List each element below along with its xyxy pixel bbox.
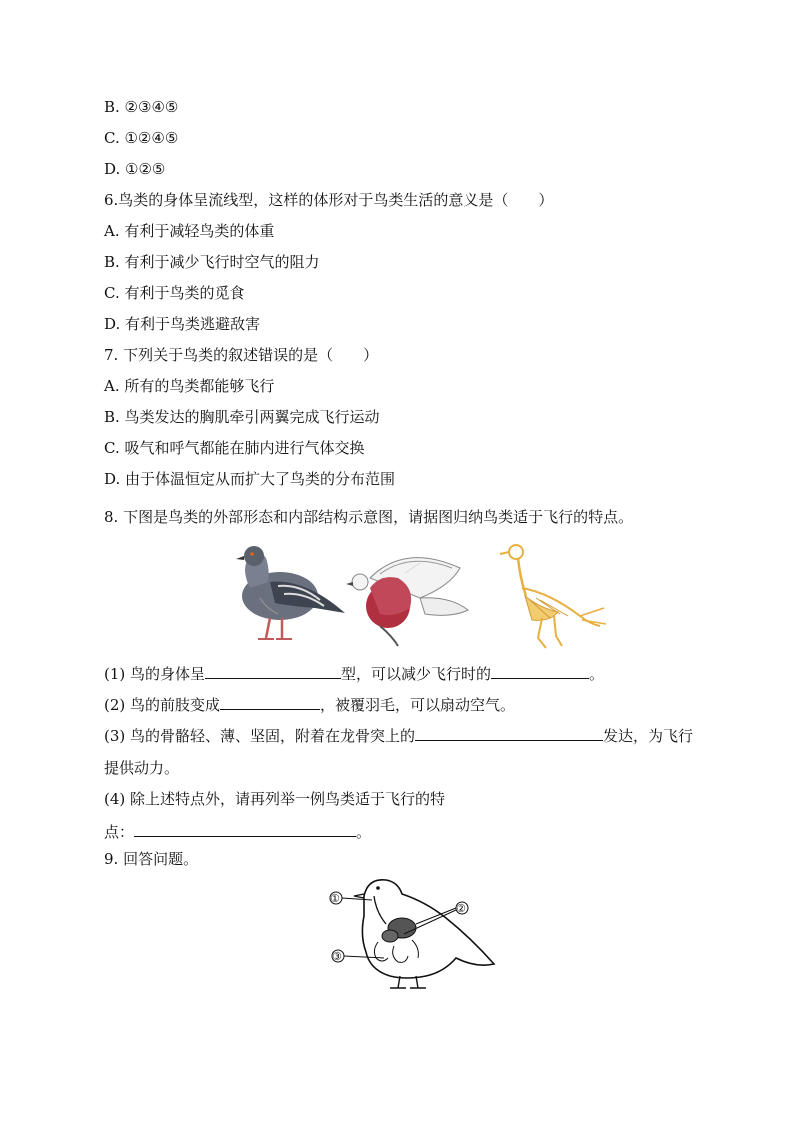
blank-other-feature[interactable] bbox=[134, 820, 356, 837]
q8-part-4-cont bbox=[104, 820, 371, 843]
q7-option-a: A. 所有的鸟类都能够飞行 bbox=[104, 377, 275, 395]
q8-part-3 bbox=[104, 724, 693, 747]
blank-resistance[interactable] bbox=[491, 662, 589, 679]
q6-option-b: B. 有利于减少飞行时空气的阻力 bbox=[104, 253, 320, 271]
q8-part-4: (4) 除上述特点外，请再列举一例鸟类适于飞行的特 bbox=[104, 790, 446, 808]
blank-muscle[interactable] bbox=[415, 724, 603, 741]
q6-option-a: A. 有利于减轻鸟类的体重 bbox=[104, 222, 275, 240]
q8-3-text-a: (3) 鸟的骨骼轻、薄、坚固，附着在龙骨突上的 bbox=[104, 727, 416, 745]
q7-option-c: C. 吸气和呼气都能在肺内进行气体交换 bbox=[104, 439, 365, 457]
bird-skeleton-illustration bbox=[500, 545, 606, 648]
option-d: D. ①②⑤ bbox=[104, 160, 166, 178]
blank-body-shape[interactable] bbox=[205, 662, 341, 679]
bird-muscle-illustration bbox=[346, 558, 468, 646]
q8-4-text-c: 。 bbox=[356, 823, 372, 841]
q8-1-text-a: (1) 鸟的身体呈 bbox=[104, 665, 206, 683]
q7-option-b: B. 鸟类发达的胸肌牵引两翼完成飞行运动 bbox=[104, 408, 380, 426]
question-8: 8. 下图是鸟类的外部形态和内部结构示意图，请据图归纳鸟类适于飞行的特点。 bbox=[104, 508, 634, 526]
question-7: 7. 下列关于鸟类的叙述错误的是（ ） bbox=[104, 346, 379, 364]
q6-option-d: D. 有利于鸟类逃避敌害 bbox=[104, 315, 261, 333]
q8-1-text-c: 。 bbox=[589, 665, 605, 683]
label-2: ② bbox=[456, 902, 466, 915]
q8-2-text-a: (2) 鸟的前肢变成 bbox=[104, 696, 221, 714]
blank-forelimb[interactable] bbox=[220, 693, 320, 710]
q8-4-text-b: 点： bbox=[104, 823, 135, 841]
question-6: 6.鸟类的身体呈流线型，这样的体形对于鸟类生活的意义是（ ） bbox=[104, 191, 554, 209]
q8-3-text-b: 发达，为飞行 bbox=[603, 727, 694, 745]
question-9: 9. 回答问题。 bbox=[104, 850, 199, 868]
q8-2-text-b: ，被覆羽毛，可以扇动空气。 bbox=[320, 696, 516, 714]
bird-structure-figure bbox=[220, 538, 610, 653]
label-1: ① bbox=[330, 892, 340, 905]
pigeon-illustration bbox=[236, 546, 345, 639]
q8-part-3-cont: 提供动力。 bbox=[104, 759, 180, 777]
option-b: B. ②③④⑤ bbox=[104, 98, 179, 116]
q7-option-d: D. 由于体温恒定从而扩大了鸟类的分布范围 bbox=[104, 470, 396, 488]
bird-respiratory-diagram bbox=[326, 872, 498, 992]
option-c: C. ①②④⑤ bbox=[104, 129, 179, 147]
q8-part-1 bbox=[104, 662, 604, 685]
label-3: ③ bbox=[332, 950, 342, 963]
q8-1-text-b: 型，可以减少飞行时的 bbox=[341, 665, 492, 683]
q6-option-c: C. 有利于鸟类的觅食 bbox=[104, 284, 245, 302]
q8-part-2 bbox=[104, 693, 515, 716]
